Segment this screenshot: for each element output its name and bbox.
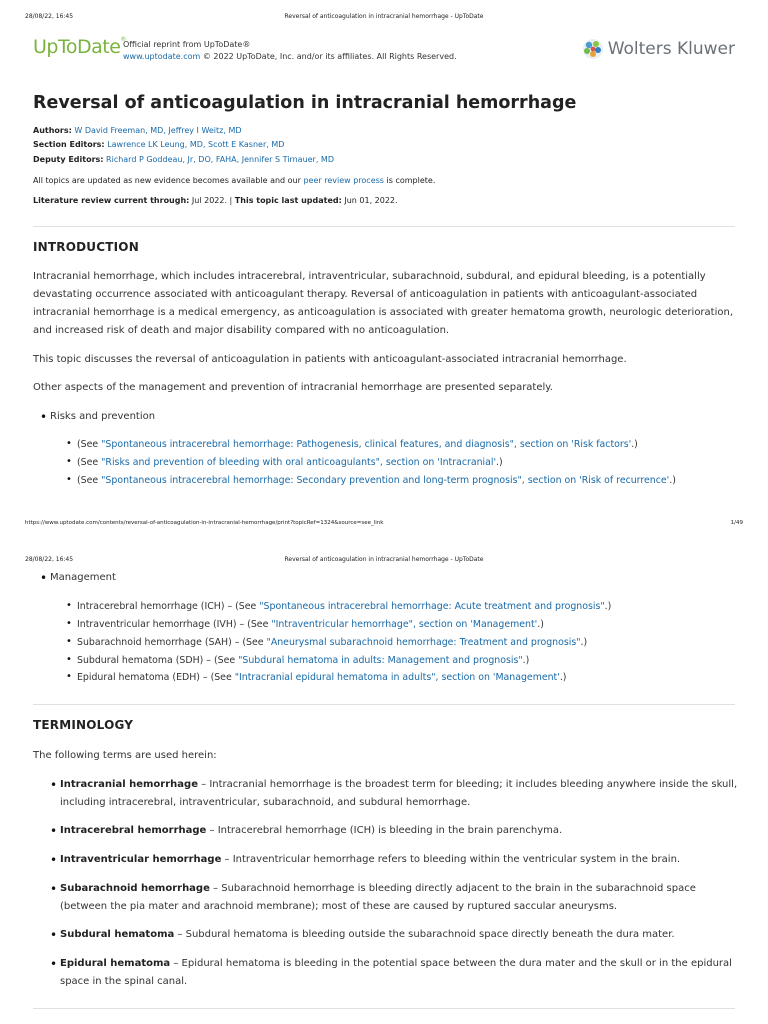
list-item: • Intraventricular hemorrhage (IVH) – (See "Intraventricular hemorrhage", section on 'Management'.) [77,619,544,630]
wolters-kluwer-logo[interactable] [582,38,735,60]
divider [33,1008,735,1009]
topic-link[interactable]: "Aneurysmal subarachnoid hemorrhage: Treatment and prognosis" [266,637,581,648]
term-name: Intracranial hemorrhage [60,779,198,790]
print-title: Reversal of anticoagulation in intracranial hemorrhage - UpToDate [284,13,484,20]
introduction-heading: INTRODUCTION [33,240,139,254]
publisher-name: Wolters Kluwer [607,39,735,59]
term-name: Subdural hematoma [60,929,175,940]
topic-link[interactable]: "Intracranial epidural hematoma in adults", section on 'Management' [234,672,560,683]
uptodate-link[interactable]: www.uptodate.com [123,52,201,61]
term-item: • Intracerebral hemorrhage – Intracerebral hemorrhage (ICH) is bleeding in the brain parenchyma. [60,822,740,840]
rights-text: © 2022 UpToDate, Inc. and/or its affiliates. All Rights Reserved. [200,52,457,61]
deputy-editors-links[interactable]: Richard P Goddeau, Jr, DO, FAHA, Jennifer S Tirnauer, MD [106,155,334,164]
section-editors-links[interactable]: Lawrence LK Leung, MD, Scott E Kasner, MD [107,140,285,149]
authors-line: Authors: W David Freeman, MD, Jeffrey I Weitz, MD [33,126,242,135]
update-note: All topics are updated as new evidence becomes available and our peer review process is complete. [33,176,436,185]
list-item: • (See "Spontaneous intracerebral hemorrhage: Secondary prevention and long-term prognosis", section on 'Risk of recurrence'.) [77,475,676,486]
peer-review-link[interactable]: peer review process [303,176,384,185]
term-item: • Intraventricular hemorrhage – Intraventricular hemorrhage refers to bleeding within the ventricular system in the brain. [60,851,740,869]
reprint-line: Official reprint from UpToDate® [123,40,251,49]
terminology-heading: TERMINOLOGY [33,718,134,732]
logo-row [33,36,735,68]
term-name: Intraventricular hemorrhage [60,854,222,865]
divider [33,226,735,227]
print-date: 28/08/22, 16:45 [25,556,74,563]
print-url: https://www.uptodate.com/contents/reversal-of-anticoagulation-in-intracranial-hemorrhage/print?topicRef=1324&source=see_link [25,520,384,526]
list-item-risks: • Risks and prevention [50,411,155,422]
list-item: • Epidural hematoma (EDH) – (See "Intracranial epidural hematoma in adults", section on 'Management'.) [77,672,566,683]
list-item-management: • Management [50,572,116,583]
page-title: Reversal of anticoagulation in intracranial hemorrhage [33,93,577,113]
page-number: 1/49 [730,520,743,526]
print-title: Reversal of anticoagulation in intracranial hemorrhage - UpToDate [284,556,484,563]
topic-link[interactable]: "Spontaneous intracerebral hemorrhage: Acute treatment and prognosis" [259,601,605,612]
term-item: • Epidural hematoma – Epidural hematoma is bleeding in the potential space between the dura mater and the skull or in the epidural space in the spinal canal. [60,955,740,991]
topic-link[interactable]: "Subdural hematoma in adults: Management and prognosis" [238,655,523,666]
intro-paragraph-3: Other aspects of the management and prevention of intracranial hemorrhage are presented separately. [33,382,553,393]
list-item: • (See "Risks and prevention of bleeding with oral anticoagulants", section on 'Intracranial'.) [77,457,503,468]
topic-link[interactable]: "Risks and prevention of bleeding with oral anticoagulants", section on 'Intracranial' [101,457,497,468]
list-item: • Subarachnoid hemorrhage (SAH) – (See "Aneurysmal subarachnoid hemorrhage: Treatment and prognosis".) [77,637,587,648]
deputy-editors-line: Deputy Editors: Richard P Goddeau, Jr, DO, FAHA, Jennifer S Tirnauer, MD [33,155,334,164]
topic-link[interactable]: "Spontaneous intracerebral hemorrhage: Pathogenesis, clinical features, and diagnosis", section on 'Risk factors' [101,439,632,450]
intro-paragraph-2: This topic discusses the reversal of anticoagulation in patients with anticoagulant-associated intracranial hemorrhage. [33,354,627,365]
list-item: • Subdural hematoma (SDH) – (See "Subdural hematoma in adults: Management and prognosis".) [77,655,529,666]
list-item: • (See "Spontaneous intracerebral hemorrhage: Pathogenesis, clinical features, and diagnosis", section on 'Risk factors'.) [77,439,638,450]
terminology-intro: The following terms are used herein: [33,750,217,761]
term-item: • Subarachnoid hemorrhage – Subarachnoid hemorrhage is bleeding directly adjacent to the brain in the subarachnoid space (between the pia mater and arachnoid membrane); most of these are caused by ruptured saccular aneurysms. [60,880,740,916]
list-item: • Intracerebral hemorrhage (ICH) – (See "Spontaneous intracerebral hemorrhage: Acute treatment and prognosis".) [77,601,611,612]
term-name: Epidural hematoma [60,958,171,969]
globe-icon [582,38,604,60]
reprint-notice [123,39,457,63]
review-dates: Literature review current through: Jul 2022. | This topic last updated: Jun 01, 2022. [33,196,398,205]
term-name: Intracerebral hemorrhage [60,825,207,836]
term-item: • Intracranial hemorrhage – Intracranial hemorrhage is the broadest term for bleeding; it includes bleeding anywhere inside the skull, including intracerebral, intraventricular, subarachnoid, and subdural hemorrhage. [60,776,740,812]
print-date: 28/08/22, 16:45 [25,13,74,20]
uptodate-logo[interactable]: UpToDate® [33,36,126,58]
term-name: Subarachnoid hemorrhage [60,883,210,894]
authors-links[interactable]: W David Freeman, MD, Jeffrey I Weitz, MD [74,126,242,135]
divider [33,704,735,705]
topic-link[interactable]: "Intraventricular hemorrhage", section on 'Management' [271,619,538,630]
topic-link[interactable]: "Spontaneous intracerebral hemorrhage: Secondary prevention and long-term prognosis", section on 'Risk of recurrence' [101,475,670,486]
term-item: • Subdural hematoma – Subdural hematoma is bleeding outside the subarachnoid space directly beneath the dura mater. [60,926,740,944]
section-editors-line: Section Editors: Lawrence LK Leung, MD, Scott E Kasner, MD [33,140,285,149]
intro-paragraph-1: Intracranial hemorrhage, which includes intracerebral, intraventricular, subarachnoid, subdural, and epidural bleeding, is a potentially devastating occurrence associated with anticoagulant therapy. Reversal of anticoagulation in patients with anticoagulant-associated intracranial hemorrhage is a medical emergency, as anticoagulation is associated with greater hematoma growth, neurologic deterioration, and increased risk of death and major disability compared with no anticoagulation. [33,271,734,336]
